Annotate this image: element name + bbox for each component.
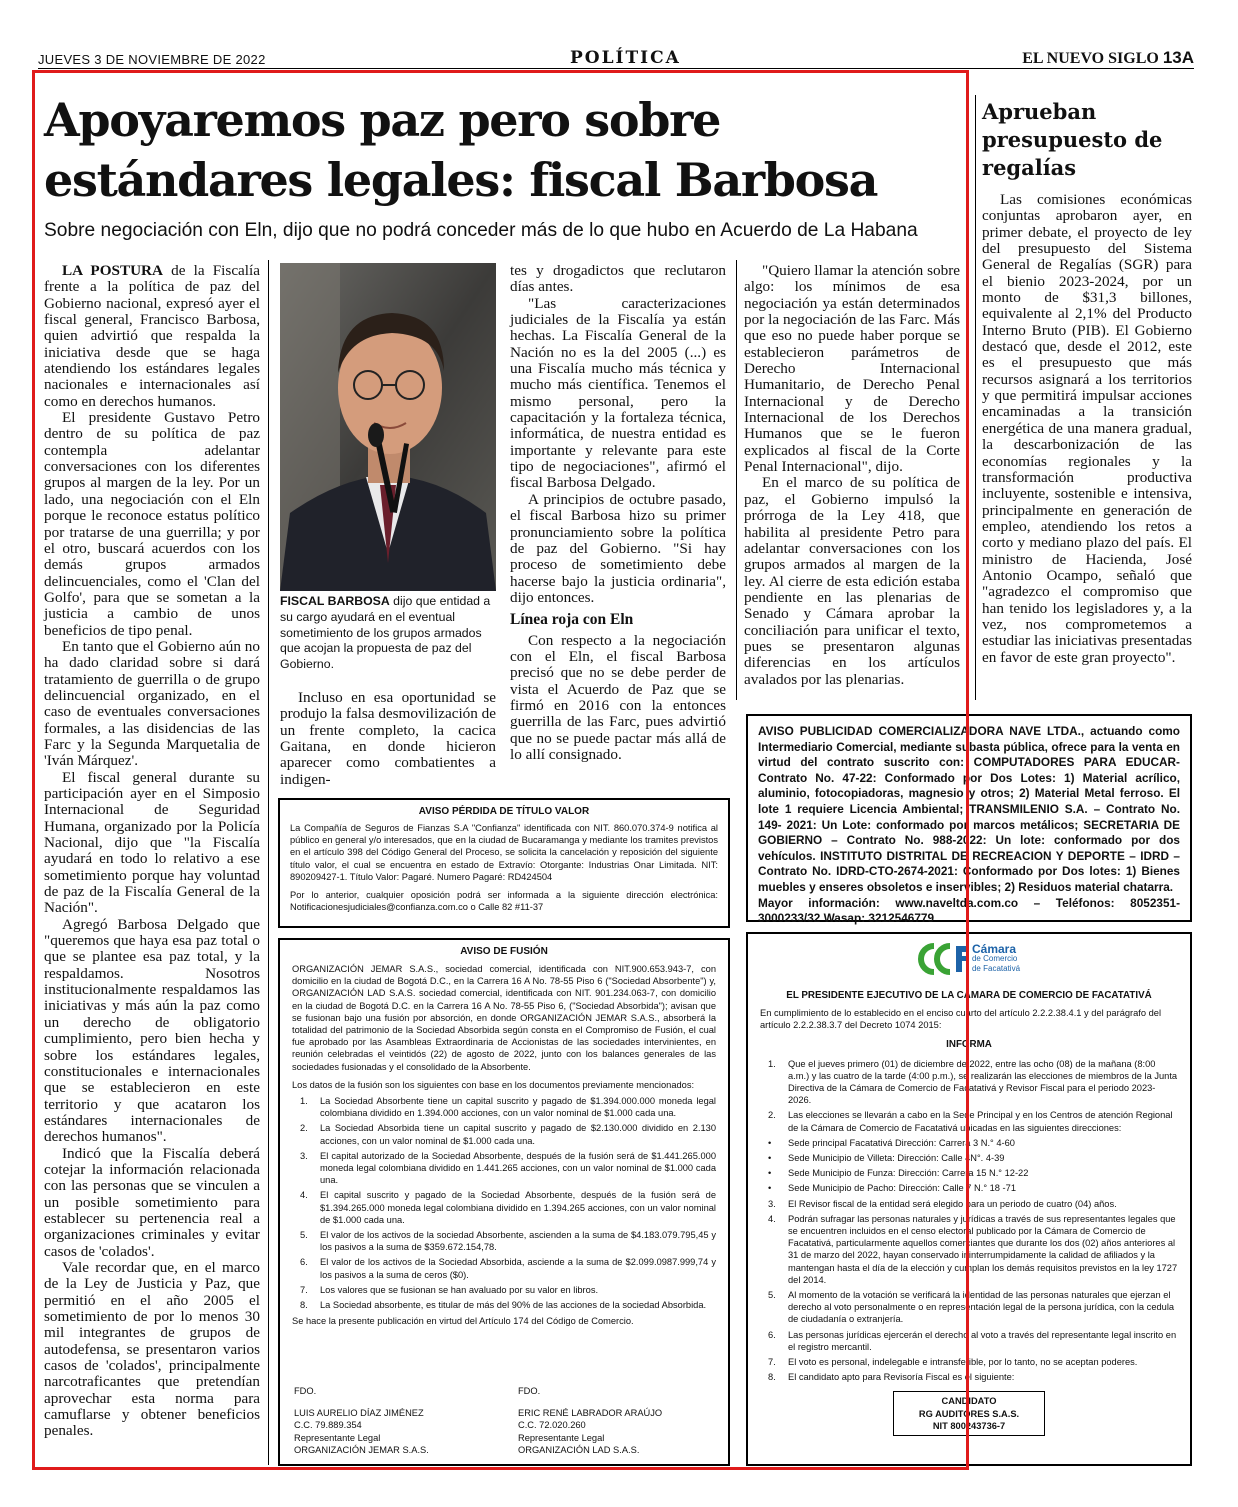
list-item: 1. Que el jueves primero (01) de diciembre de 2022, entre las ocho (08) de la mañana (8:00 a.m.) y las cuatro de la tarde (4:00 p.m.), se realizarán las elecciones de miembros de la Junta Directiva de la Cámara de Comercio de Facatativá y Revisor Fiscal para el periodo 2023- 2026. [768, 1058, 1178, 1106]
list-item: 8. El candidato apto para Revisoría Fiscal es el siguiente: [768, 1372, 1015, 1383]
paragraph: En tanto que el Gobierno aún no ha dado claridad sobre si dará tratamiento de guerrilla o de grupo delincuencial organizado, en el caso de eventuales conversaciones formales, a las disidencias de las Farc y la Segunda Marquetalia de 'Iván Márquez'. [44, 637, 260, 770]
article-column-3 [510, 263, 726, 763]
logo-line: de Comercio [971, 954, 1018, 963]
list-item: 7. Los valores que se fusionan se han avaluado por su valor en libros. [300, 1284, 599, 1295]
notice-merger [278, 938, 730, 1466]
merger-items [292, 1095, 716, 1311]
ccf-logo-icon [918, 942, 968, 976]
column-divider [975, 95, 976, 700]
list-item: 3. El capital autorizado de la Sociedad Absorbente, después de la fusión será de $1.441.265.000 moneda legal colombiana dividido en 1.441.265 acciones, con un valor nominal de $1.000 cada una. [300, 1150, 716, 1186]
notice-paragraph: ORGANIZACIÓN JEMAR S.A.S., sociedad comercial, identificada con NIT.900.653.943-7, con domicilio en la ciudad de Bogotá D.C., en la Carrera 16 A No. 78-55 Piso 6 ("Sociedad Absorbente") y, ORGANIZACIÓN LAD S.A.S. sociedad comercial, identificada con NIT. 901.234.063-7, con domicilio en la ciudad de Bogotá D.C. en la Carrera 16 A No. 78-55 Piso 6, ("Sociedad Absorbida"); avisan que se fusionan bajo una fusión por absorción, en donde ORGANIZACIÓN JEMAR S.A.S., absorberá la totalidad del patrimonio de la Sociedad Absorbida según consta en el Compromiso de Fusión, el cual fue aprobado por las Asambleas Extraordinaria de Accionistas de las sociedades intervinientes, en reunión celebradas el veintidós (22) de agosto de 2022, junto con los balances generales de las sociedades fusionadas y el consolidado de la Absorbente. [292, 964, 716, 1072]
article-column-1 [44, 263, 260, 1440]
list-item: 8. La Sociedad absorbente, es titular de más del 90% de las acciones de la sociedad Absorbida. [300, 1300, 707, 1311]
column-divider [268, 260, 269, 1465]
paragraph: A principios de octubre pasado, el fiscal Barbosa hizo su primer pronunciamiento sobre la política de paz del Gobierno. "Si hay proceso de sometimiento debe hacerse bajo la justicia ordinaria", dijo entonces. [510, 490, 726, 606]
notice-paragraph: Se hace la presente publicación en virtud del Artículo 174 del Código de Comercio. [292, 1316, 634, 1327]
paragraph: Las comisiones económicas conjuntas aprobaron ayer, en primer debate, el proyecto de ley del presupuesto del Sistema General de Regalías (SGR) para el bienio 2023-2024, por un monto de $31,3 billones, equivalente al 2,1% del Producto Interno Bruto (PIB). El Gobierno destacó que, desde el 2012, este es el presupuesto que más recursos asignará a los territorios y que permitirá impulsar acciones encaminadas a la transición energética de una manera gradual, la descarbonización de las economías regionales y la transformación productiva incluyente, sostenible e intensiva, principalmente en generación de empleo, atendiendo los retos a corto y mediano plazo del país. El ministro de Hacienda, José Antonio Ocampo, señaló que "agradezco el compromiso que han tenido los legisladores y, a la vez, nos comprometemos a estudiar las iniciativas presentadas en favor de este gran proyecto". [982, 191, 1192, 666]
page-number: 13A [1162, 48, 1194, 67]
paragraph: Agregó Barbosa Delgado que "queremos que haya esa paz total o que se plantee esa paz total, y la respaldamos. Nosotros institucionalmente respaldamos las iniciativas y más aún la paz como un derecho de obligatorio cumplimiento, pero bien hecha y sobre los estándares legales, constitucionales e internacionales que se establecieron en este territorio y que acataron los estándares internacionales de derechos humanos". [44, 915, 260, 1146]
list-item: 6. Las personas jurídicas ejercerán el derecho al voto a través del representante legal inscrito en el registro mercantil. [768, 1329, 1177, 1352]
section-subhead: Línea roja con Eln [510, 611, 634, 629]
article-subhead: Sobre negociación con Eln, dijo que no podrá conceder más de lo que hubo en Acuerdo de La Habana [44, 220, 918, 241]
masthead [1022, 48, 1194, 68]
list-item: 4. Podrán sufragar las personas naturales y jurídicas a través de sus representantes legales que se encuentren incluidos en el censo electoral publicado por la Cámara de Comercio de Facatativá, particularmente aquellos comerciantes que durante los dos (02) años anteriores al 31 de marzo del 2022, hayan conservado ininterrumpidamente la calidad de afiliados y la mantengan hasta el día de la elección y cumplan los demás requisitos previstos en la ley 1727 del 2014. [768, 1213, 1178, 1285]
candidate-line: RG AUDITORES S.A.S. [918, 1408, 1020, 1419]
paragraph: Indicó que la Fiscalía deberá cotejar la información relacionada con las personas que se vinculen a un posible sometimiento para establecer su pertenencia real a organizaciones criminales y evitar casos de 'colados'. [44, 1144, 260, 1260]
list-item: 7. El voto es personal, indelegable e intransferible, por lo tanto, no se aceptan poderes. [768, 1357, 1138, 1368]
paragraph: Con respecto a la negociación con el Eln, el fiscal Barbosa precisó que no se debe perder de vista el Acuerdo de Paz que se firmó en 2016 con la entonces guerrilla de las Farc, pues advirtió que no se puede pactar más allá de lo allí consignado. [510, 631, 726, 763]
camara-items [760, 1058, 1178, 1384]
list-item: 3. El Revisor fiscal de la entidad será elegido para un periodo de cuatro (04) años. [768, 1198, 1117, 1209]
paragraph: En el marco de su política de paz, el Gobierno impulsó la prórroga de la Ley 418, que habilita al presidente Petro para adelantar conversaciones con los grupos armados al margen de la ley. Al cierre de esta edición estaba pendiente en las plenarias de Senado y Cámara aprobar la conciliación para unificar el texto, pues se presentaron algunas diferencias en los artículos avalados por las plenarias. [744, 474, 960, 688]
paragraph: tes y drogadictos que reclutaron días antes. [510, 262, 726, 296]
side-article-title: Aprueban presupuesto de regalías [982, 99, 1163, 180]
list-item: 2. Las elecciones se llevarán a cabo en la Sede Principal y en los Centros de atención Regional de la Cámara de Comercio de Facatativá ubicadas en las siguientes direcciones: [768, 1110, 1173, 1133]
paragraph: "Quiero llamar la atención sobre algo: los mínimos de esa negociación ya están determinados por la negociación de las Farc. Más que eso no puede haber porque se establecieron parámetros de Derecho Internacional Humanitario, de Derecho Penal Internacional y de Derecho Internacional de los Derechos Humanos que se le fueron explicados al fiscal de la Corte Penal Internacional", dijo. [744, 262, 960, 476]
caption-bold: FISCAL BARBOSA [280, 594, 390, 608]
caption-text: dijo que entidad a su cargo ayudará en el eventual sometimiento de los grupos armados que acojan la propuesta de paz del Gobierno. [280, 594, 491, 672]
notice-title: AVISO DE FUSIÓN [460, 946, 548, 957]
candidate-line: CANDIDATO [941, 1396, 997, 1407]
signature-lad: FDO. ERIC RENÉ LABRADOR ARAÚJO C.C. 72.020.260 Representante Legal ORGANIZACIÓN LAD S.A.S. [518, 1385, 663, 1455]
header-rule [38, 68, 1194, 69]
notice-nave-auction [746, 714, 1192, 926]
lead-text: de la Fiscalía frente a la política de paz del Gobierno nacional, expresó ayer el fiscal general, Francisco Barbosa, quien advirtió que respalda la iniciativa desde que se haga atendiendo los estándares legales nacionales e internacionales así como en derechos humanos. [44, 262, 260, 410]
issue-date: JUEVES 3 DE NOVIEMBRE DE 2022 [38, 52, 266, 67]
candidate-box [893, 1391, 1045, 1436]
article-column-4 [744, 263, 960, 688]
paragraph: El fiscal general durante su participación ayer en el Simposio Internacional de Seguridad Humana, organizado por la Policía Nacional, dijo que "la Fiscalía ayudará en todo lo relativo a ese sometimiento porque hay voluntad de paz de la Fiscalía General de la Nación". [44, 768, 260, 917]
article-headline: Apoyaremos paz pero sobre estándares legales: fiscal Barbosa [44, 93, 878, 207]
paragraph: Vale recordar que, en el marco de la Ley de Justicia y Paz, que permitió en el año 2005 el sometimiento de por lo menos 30 mil integrantes de grupos de autodefensa, se presentaron varios casos de 'colados', principalmente narcotraficantes que pretendían aprovechar esta norma para camuflarse y obtener beneficios penales. [44, 1258, 260, 1440]
list-item: • Sede Municipio de Villeta: Dirección: Calle 4N°. 4-39 [768, 1153, 1005, 1164]
lead-caps: LA POSTURA [62, 262, 163, 279]
notice-contact: Mayor información: www.naveltda.com.co – Teléfonos: 8052351-3000233/32 Wasap: 3212546779 [758, 895, 1180, 926]
notice-paragraph: En cumplimiento de lo establecido en el enciso cuarto del artículo 2.2.2.38.4.1 y del parágrafo del artículo 2.2.2.38.3.7 del Decreto 1074 2015: [760, 1008, 1162, 1031]
notice-paragraph: AVISO PUBLICIDAD COMERCIALIZADORA NAVE LTDA., actuando como Intermediario Comercial, mediante subasta pública, ofrece para la venta en virtud del contrato suscrito con: COMPUTADORES PARA EDUCAR- Contrato No. 47-22: Conformado por Dos Lotes: 1) Material acrílico, aluminio, fotocopiadoras, magnesio y otros; 2) Material Metal ferroso. El lote 1 requiere Licencia Ambiental; TRANSMILENIO S.A. – Contrato No. 149- 2021: Un Lote: conformado por marcos metálicos; SECRETARIA DE GOBIERNO – Contrato No. 988-2022: Un lote: conformado por dos vehículos. INSTITUTO DISTRITAL DE RECREACION Y DEPORTE – IDRD – Contrato No. IDRD-CTO-2674-2021: Conformado por Dos lotes: 1) Bienes muebles y enseres obsoletos e inservibles; 2) Residuos material chatarra. [758, 724, 1180, 894]
list-item: 2. La Sociedad Absorbida tiene un capital suscrito y pagado de $2.130.000 dividido en 2.130 acciones, con un valor nominal de $1.000 cada una. [300, 1123, 716, 1146]
paragraph: Incluso en esa oportunidad se produjo la falsa desmovilización de un frente completo, la cacica Gaitana, en donde hicieron aparecer como combatientes a indigen- [280, 689, 496, 788]
notice-paragraph: Los datos de la fusión son los siguientes con base en los documentos previamente mencionados: [292, 1079, 695, 1090]
list-item: • Sede principal Facatativá Dirección: Carrera 3 N.° 4-60 [768, 1137, 1015, 1148]
notice-camara-comercio [746, 932, 1192, 1466]
section-name: POLÍTICA [570, 48, 681, 68]
list-item: • Sede Municipio de Funza: Dirección: Carrera 15 N.° 12-22 [768, 1168, 1029, 1179]
notice-title: EL PRESIDENTE EJECUTIVO DE LA CÁMARA DE COMERCIO DE FACATATIVÁ [786, 990, 1152, 1001]
article-column-2 [280, 690, 496, 788]
signature-jemar: FDO. LUIS AURELIO DÍAZ JIMÉNEZ C.C. 79.889.354 Representante Legal ORGANIZACIÓN JEMAR S.A.S. [294, 1385, 429, 1455]
logo-line: Cámara [971, 942, 1017, 956]
list-item: 4. El capital suscrito y pagado de la Sociedad Absorbente, después de la fusión será de $1.394.265.000 moneda legal colombiana dividido en 1.394.265 acciones, con un valor nominal de $1.000 cada una. [300, 1190, 716, 1225]
logo-line: de Facatativá [971, 964, 1021, 973]
paragraph: El presidente Gustavo Petro dentro de su política de paz contempla adelantar conversaciones con los diferentes grupos al margen de la ley. Por un lado, una negociación con el Eln porque le reconoce estatus político por tratarse de una guerrilla; y por el otro, buscará acuerdos con los demás grupos armados delincuenciales, como el 'Clan del Golfo', para que se sometan a la justicia a cambio de unos beneficios de tipo penal. [44, 409, 260, 639]
notice-title: AVISO PÉRDIDA DE TÍTULO VALOR [418, 806, 590, 817]
fiscal-barbosa-photo [280, 263, 496, 591]
side-article-body [982, 192, 1192, 666]
list-item: 5. El valor de los activos de la sociedad Absorbente, ascienden a la suma de $4.183.079.795,45 y los pasivos a la suma de $359.672.154,78. [300, 1230, 716, 1253]
photo-caption [280, 594, 498, 673]
column-divider [736, 260, 737, 700]
camara-logo [760, 942, 1178, 976]
list-item: 6. El valor de los activos de la Sociedad Absorbida, asciende a la suma de $2.099.0987.999,74 y los pasivos a la suma de ceros ($0). [300, 1257, 716, 1280]
paragraph: "Las caracterizaciones judiciales de la Fiscalía ya están hechas. La Fiscalía General de la Nación no es la del 2005 (...) es una Fiscalía mucho más técnica y mucho más científica. Tenemos el mismo personal, pero la capacitación y la fortaleza técnica, informática, de nuestra entidad es importante y relevante para este tipo de negociaciones", afirmó el fiscal Barbosa Delgado. [510, 294, 726, 492]
list-item: • Sede Municipio de Pacho: Dirección: Calle 7 N.° 18 -71 [768, 1183, 1016, 1194]
notice-paragraph: Por lo anterior, cualquier oposición podrá ser informada a la siguiente dirección electrónica: Notificacionesjudiciales@confianza.com.co o Calle 82 #11-37 [290, 890, 718, 913]
paper-name: EL NUEVO SIGLO [1022, 50, 1159, 67]
notice-lost-title [278, 798, 730, 928]
list-item: 5. Al momento de la votación se verificará la identidad de las personas naturales que ejerzan el derecho al voto personalmente o en representación legal de la persona jurídica, con la cedula de ciudadanía o extranjería. [768, 1290, 1175, 1325]
notice-paragraph: La Compañía de Seguros de Fianzas S.A "Confianza" identificada con NIT. 860.070.374-9 notifica al público en general y/o interesados, que en la ciudad de Bucaramanga y mediante los tramites previstos en el artículo 398 del Código General del Proceso, se solicita la cancelación y reposición del siguiente título valor, el cual se encuentra en estado de Extravío: Otorgante: Industrias Onar Limitada. NIT: 890209427-1. Título Valor: Pagaré. Numero Pagaré: RD424504 [290, 823, 718, 882]
list-item: 1. La Sociedad Absorbente tiene un capital suscrito y pagado de $1.394.000.000 moneda legal colombiana dividido en 1.394.000 acciones, con un valor nominal de $1.000 cada una. [300, 1096, 716, 1119]
informa-heading: INFORMA [946, 1039, 992, 1051]
candidate-line: NIT 800243736-7 [932, 1420, 1006, 1431]
